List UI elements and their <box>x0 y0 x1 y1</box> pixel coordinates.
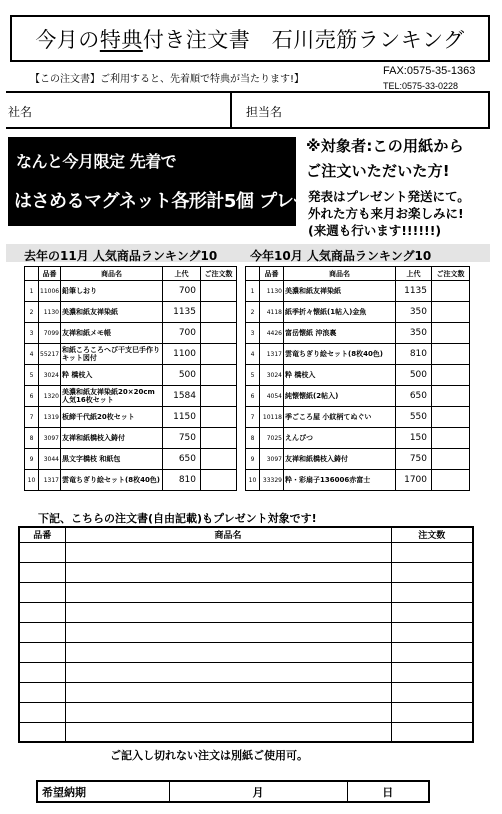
product-code: 1317 <box>39 470 61 491</box>
product-name: 友禅和紙橋枝入鋳付 <box>61 428 163 449</box>
retail-price: 1135 <box>396 281 432 302</box>
table-row <box>25 470 237 491</box>
order-row <box>19 662 473 682</box>
ranking-rows-left <box>25 281 237 491</box>
col-code: 品番 <box>39 267 61 281</box>
quantity-cell[interactable] <box>201 281 237 302</box>
table-row <box>246 281 470 302</box>
product-code: 3097 <box>39 428 61 449</box>
delivery-month-field[interactable]: 月 <box>169 781 347 802</box>
company-label: 社名 <box>8 105 33 119</box>
order-name-cell[interactable] <box>65 682 391 702</box>
table-header-row <box>25 267 237 281</box>
rank-number: 6 <box>25 386 39 407</box>
table-row <box>246 365 470 386</box>
retail-price: 550 <box>396 407 432 428</box>
order-qty-cell[interactable] <box>391 682 473 702</box>
ranking-rows-right <box>246 281 470 491</box>
rank-number: 7 <box>246 407 260 428</box>
product-name: 雲竜ちぎり絵セット(8枚40色) <box>61 470 163 491</box>
title-emphasis: 特典 <box>99 27 143 52</box>
product-name: 粋 橋枝入 <box>284 365 396 386</box>
rank-number: 10 <box>246 470 260 491</box>
campaign-banner <box>8 137 354 226</box>
order-name-cell[interactable] <box>65 702 391 722</box>
order-qty-cell[interactable] <box>391 662 473 682</box>
col-name: 商品名 <box>61 267 163 281</box>
order-code-cell[interactable] <box>19 682 65 702</box>
retail-price: 1100 <box>163 344 201 365</box>
product-name: 友禅和紙橋枝入鋳付 <box>284 449 396 470</box>
person-label: 担当名 <box>246 105 283 119</box>
retail-price: 500 <box>396 365 432 386</box>
rank-number: 3 <box>246 323 260 344</box>
rank-number: 10 <box>25 470 39 491</box>
quantity-cell[interactable] <box>201 407 237 428</box>
ranking-table-right <box>245 266 470 491</box>
table-row <box>25 344 237 365</box>
retail-price: 700 <box>163 281 201 302</box>
order-row <box>19 542 473 562</box>
rank-number: 5 <box>25 365 39 386</box>
order-name-cell[interactable] <box>65 642 391 662</box>
table-row <box>246 386 470 407</box>
product-name: 美濃和紙友禅染紙20×20cm 人気16枚セット <box>61 386 163 407</box>
order-col-qty: 注文数 <box>391 527 473 542</box>
order-qty-cell[interactable] <box>391 622 473 642</box>
quantity-cell[interactable] <box>432 302 470 323</box>
table-row <box>246 323 470 344</box>
ranking-table-left <box>24 266 237 491</box>
product-name: 鉛筆しおり <box>61 281 163 302</box>
order-row <box>19 602 473 622</box>
order-qty-cell[interactable] <box>391 602 473 622</box>
table-row <box>246 302 470 323</box>
table-row <box>25 407 237 428</box>
table-row <box>246 470 470 491</box>
order-row <box>19 682 473 702</box>
product-code: 1320 <box>39 386 61 407</box>
quantity-cell[interactable] <box>432 281 470 302</box>
rank-number: 9 <box>246 449 260 470</box>
col-no <box>25 267 39 281</box>
order-code-cell[interactable] <box>19 642 65 662</box>
banner-line-2: はさめるマグネット各形計5個 プレゼント! <box>14 191 354 212</box>
rank-number: 4 <box>25 344 39 365</box>
delivery-day-field[interactable]: 日 <box>347 781 429 802</box>
rank-number: 7 <box>25 407 39 428</box>
announcement-line-2: 外れた方も来月お楽しみに! <box>308 206 464 221</box>
order-form-table <box>18 526 474 743</box>
customer-fields <box>6 91 490 129</box>
quantity-cell[interactable] <box>432 407 470 428</box>
table-row <box>25 428 237 449</box>
order-code-cell[interactable] <box>19 582 65 602</box>
order-footnote: ご記入し切れない注文は別紙ご使用可。 <box>110 749 308 762</box>
page-title <box>10 15 490 62</box>
product-code: 4426 <box>260 323 284 344</box>
rank-number: 8 <box>25 428 39 449</box>
quantity-cell[interactable] <box>201 428 237 449</box>
retail-price: 500 <box>163 365 201 386</box>
table-row <box>25 281 237 302</box>
order-name-cell[interactable] <box>65 562 391 582</box>
target-line-1: ※対象者:この用紙から <box>306 137 464 155</box>
promo-text: 【この注文書】ご利用すると、先着順で特典が当たります!】 <box>30 74 305 85</box>
order-name-cell[interactable] <box>65 582 391 602</box>
order-name-cell[interactable] <box>65 722 391 742</box>
quantity-cell[interactable] <box>432 449 470 470</box>
quantity-cell[interactable] <box>201 386 237 407</box>
rank-number: 6 <box>246 386 260 407</box>
product-code: 11006 <box>39 281 61 302</box>
table-row <box>25 449 237 470</box>
rank-number: 9 <box>25 449 39 470</box>
quantity-cell[interactable] <box>201 449 237 470</box>
product-name: 紙季折々懐紙(1帖入)金魚 <box>284 302 396 323</box>
order-qty-cell[interactable] <box>391 702 473 722</box>
order-code-cell[interactable] <box>19 722 65 742</box>
order-code-cell[interactable] <box>19 542 65 562</box>
delivery-date-table <box>36 780 430 803</box>
ranking-title-left: 去年の11月 人気商品ランキング10 <box>24 249 218 263</box>
order-qty-cell[interactable] <box>391 582 473 602</box>
product-code: 3097 <box>260 449 284 470</box>
product-code: 3024 <box>39 365 61 386</box>
order-qty-cell[interactable] <box>391 722 473 742</box>
retail-price: 750 <box>396 449 432 470</box>
order-code-cell[interactable] <box>19 602 65 622</box>
quantity-cell[interactable] <box>432 365 470 386</box>
retail-price: 650 <box>396 386 432 407</box>
rank-number: 2 <box>25 302 39 323</box>
order-code-cell[interactable] <box>19 702 65 722</box>
quantity-cell[interactable] <box>201 344 237 365</box>
product-code: 10118 <box>260 407 284 428</box>
product-name: 純懐懐紙(2帖入) <box>284 386 396 407</box>
table-header-row <box>19 527 473 542</box>
table-row <box>25 323 237 344</box>
announcement-line-3: (来週も行います!!!!!!) <box>308 223 442 238</box>
order-col-name: 商品名 <box>65 527 391 542</box>
order-qty-cell[interactable] <box>391 562 473 582</box>
rank-number: 2 <box>246 302 260 323</box>
order-row <box>19 722 473 742</box>
quantity-cell[interactable] <box>432 470 470 491</box>
retail-price: 650 <box>163 449 201 470</box>
order-qty-cell[interactable] <box>391 642 473 662</box>
product-name: 季ごころ屋 小紋柄てぬぐい <box>284 407 396 428</box>
order-form-rows <box>19 542 473 742</box>
col-code: 品番 <box>260 267 284 281</box>
col-name: 商品名 <box>284 267 396 281</box>
table-row <box>25 302 237 323</box>
table-row <box>246 344 470 365</box>
product-name: えんぴつ <box>284 428 396 449</box>
product-code: 7025 <box>260 428 284 449</box>
col-qty: ご注文数 <box>201 267 237 281</box>
fax-number: FAX:0575-35-1363 <box>383 65 476 77</box>
target-line-2: ご注文いただいた方! <box>306 162 450 180</box>
product-code: 33329 <box>260 470 284 491</box>
company-field[interactable] <box>6 93 232 127</box>
product-name: 美濃和紙友禅染紙 <box>284 281 396 302</box>
retail-price: 700 <box>163 323 201 344</box>
order-name-cell[interactable] <box>65 622 391 642</box>
product-code: 55217 <box>39 344 61 365</box>
quantity-cell[interactable] <box>201 470 237 491</box>
person-field[interactable] <box>232 93 488 127</box>
retail-price: 810 <box>396 344 432 365</box>
retail-price: 1700 <box>396 470 432 491</box>
delivery-label: 希望納期 <box>37 781 169 802</box>
quantity-cell[interactable] <box>432 386 470 407</box>
product-code: 4054 <box>260 386 284 407</box>
retail-price: 1584 <box>163 386 201 407</box>
order-name-cell[interactable] <box>65 602 391 622</box>
order-row <box>19 642 473 662</box>
quantity-cell[interactable] <box>432 323 470 344</box>
product-code: 4118 <box>260 302 284 323</box>
quantity-cell[interactable] <box>432 428 470 449</box>
product-code: 1319 <box>39 407 61 428</box>
quantity-cell[interactable] <box>201 323 237 344</box>
order-row <box>19 582 473 602</box>
product-name: 富岳懐紙 沖浪裏 <box>284 323 396 344</box>
product-name: 粋・彩扇子136006赤富士 <box>284 470 396 491</box>
rank-number: 3 <box>25 323 39 344</box>
table-row <box>25 365 237 386</box>
retail-price: 350 <box>396 302 432 323</box>
delivery-row <box>37 781 429 802</box>
table-row <box>246 407 470 428</box>
table-row <box>246 449 470 470</box>
quantity-cell[interactable] <box>432 344 470 365</box>
col-qty: ご注文数 <box>432 267 470 281</box>
product-name: 板締千代紙20枚セット <box>61 407 163 428</box>
rank-number: 1 <box>246 281 260 302</box>
product-code: 1130 <box>260 281 284 302</box>
order-row <box>19 702 473 722</box>
product-name: 黒文字橋枝 和紙包 <box>61 449 163 470</box>
order-code-cell[interactable] <box>19 622 65 642</box>
title-prefix: 今月の <box>35 27 100 52</box>
rank-number: 5 <box>246 365 260 386</box>
product-name: 友禅和紙メモ帳 <box>61 323 163 344</box>
retail-price: 1135 <box>163 302 201 323</box>
quantity-cell[interactable] <box>201 365 237 386</box>
table-row <box>246 428 470 449</box>
rank-number: 4 <box>246 344 260 365</box>
table-header-row <box>246 267 470 281</box>
table-row <box>25 386 237 407</box>
retail-price: 750 <box>163 428 201 449</box>
product-code: 1317 <box>260 344 284 365</box>
order-row <box>19 622 473 642</box>
quantity-cell[interactable] <box>201 302 237 323</box>
col-price: 上代 <box>396 267 432 281</box>
product-name: 粋 橋枝入 <box>61 365 163 386</box>
product-code: 1130 <box>39 302 61 323</box>
order-code-cell[interactable] <box>19 562 65 582</box>
product-name: 和紙ころころへび干支巳手作りキット図付 <box>61 344 163 365</box>
order-form-heading: 下記、こちらの注文書(自由記載)もプレゼント対象です! <box>38 512 317 525</box>
order-code-cell[interactable] <box>19 662 65 682</box>
rank-number: 8 <box>246 428 260 449</box>
product-code: 3024 <box>260 365 284 386</box>
title-suffix: 付き注文書 石川売筋ランキング <box>142 27 465 52</box>
ranking-title-right: 今年10月 人気商品ランキング10 <box>250 249 432 263</box>
retail-price: 1150 <box>163 407 201 428</box>
tel-number: TEL:0575-33-0228 <box>383 81 459 91</box>
rank-number: 1 <box>25 281 39 302</box>
order-name-cell[interactable] <box>65 542 391 562</box>
product-name: 雲竜ちぎり絵セット(8枚40色) <box>284 344 396 365</box>
retail-price: 350 <box>396 323 432 344</box>
col-no <box>246 267 260 281</box>
product-code: 7099 <box>39 323 61 344</box>
order-row <box>19 562 473 582</box>
retail-price: 150 <box>396 428 432 449</box>
product-code: 3044 <box>39 449 61 470</box>
order-name-cell[interactable] <box>65 662 391 682</box>
product-name: 美濃和紙友禅染紙 <box>61 302 163 323</box>
order-qty-cell[interactable] <box>391 542 473 562</box>
col-price: 上代 <box>163 267 201 281</box>
banner-line-1: なんと今月限定 先着で <box>16 152 177 171</box>
order-col-code: 品番 <box>19 527 65 542</box>
retail-price: 810 <box>163 470 201 491</box>
announcement-line-1: 発表はプレゼント発送にて。 <box>308 189 470 204</box>
